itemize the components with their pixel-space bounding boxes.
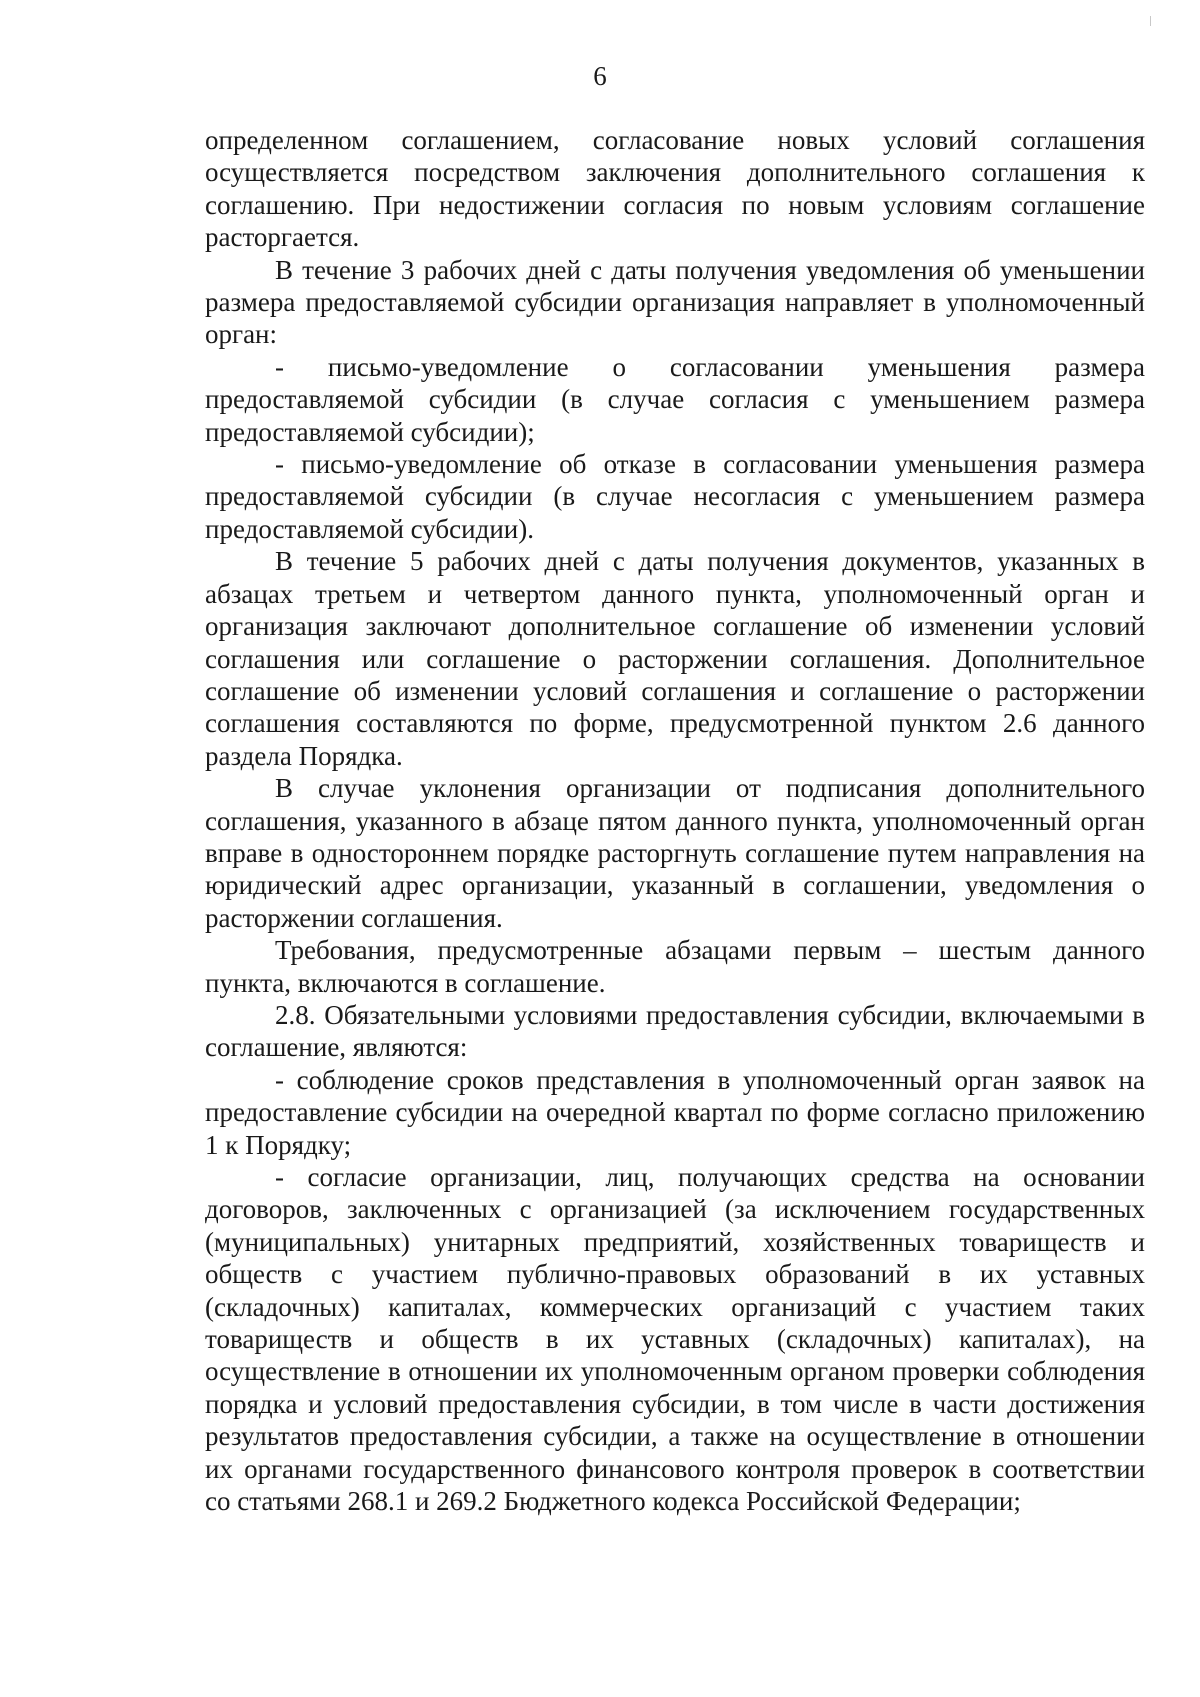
page-number: 6 (593, 61, 607, 91)
paragraph-1: определенном соглашением, согласование новых условий соглашения осуществляется посредством заключения дополнительного соглашения к соглашению. При недостижении согласия по новым условиям соглашение расторгается. (205, 125, 1145, 253)
paragraph-6: В случае уклонения организации от подписания дополнительного соглашения, указанного в абзаце пятом данного пункта, уполномоченный орган вправе в одностороннем порядке расторгнуть соглашение путем направления на юридический адрес организации, указанный в соглашении, уведомления о расторжении соглашения. (205, 773, 1145, 933)
document-body (205, 124, 1145, 1517)
paragraph-5: В течение 5 рабочих дней с даты получения документов, указанных в абзацах третьем и четвертом данного пункта, уполномоченный орган и организация заключают дополнительное соглашение об изменении условий соглашения или соглашение о расторжении соглашения. Дополнительное соглашение об изменении условий соглашения и соглашение о расторжении соглашения составляются по форме, предусмотренной пунктом 2.6 данного раздела Порядка. (205, 546, 1145, 771)
paragraph-7: Требования, предусмотренные абзацами первым – шестым данного пункта, включаются в соглашение. (205, 935, 1145, 998)
scan-artifact (1150, 16, 1151, 26)
paragraph-10: - согласие организации, лиц, получающих средства на основании договоров, заключенных с организацией (за исключением государственных (муниципальных) унитарных предприятий, хозяйственных товариществ и обществ с участием публично-правовых образований в их уставных (складочных) капиталах, коммерческих организаций с участием таких товариществ и обществ в их уставных (складочных) капиталах), на осуществление в отношении их уполномоченным органом проверки соблюдения порядка и условий предоставления субсидии, в том числе в части достижения результатов предоставления субсидии, а также на осуществление в отношении их органами государственного финансового контроля проверок в соответствии со статьями 268.1 и 269.2 Бюджетного кодекса Российской Федерации; (205, 1162, 1145, 1517)
paragraph-8: 2.8. Обязательными условиями предоставления субсидии, включаемыми в соглашение, являются: (205, 999, 1145, 1063)
paragraph-4: - письмо-уведомление об отказе в согласовании уменьшения размера предоставляемой субсидии (в случае несогласия с уменьшением размера предоставляемой субсидии). (205, 449, 1145, 544)
paragraph-3: - письмо-уведомление о согласовании уменьшения размера предоставляемой субсидии (в случае согласия с уменьшением размера предоставляемой субсидии); (205, 351, 1145, 447)
paragraph-9: - соблюдение сроков представления в уполномоченный орган заявок на предоставление субсидии на очередной квартал по форме согласно приложению 1 к Порядку; (205, 1064, 1145, 1160)
paragraph-2: В течение 3 рабочих дней с даты получения уведомления об уменьшении размера предоставляемой субсидии организация направляет в уполномоченный орган: (205, 254, 1145, 350)
